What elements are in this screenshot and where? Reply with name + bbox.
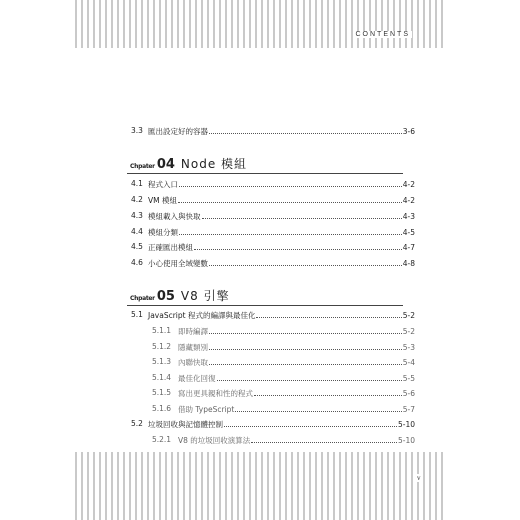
- toc-entry: [0, 418, 520, 430]
- toc-entry-number: 5.2: [131, 419, 143, 428]
- leader-dots: [209, 341, 402, 350]
- toc-entry-page: 5-2: [402, 327, 415, 336]
- toc-subentry: [0, 325, 520, 337]
- toc-entry-title: 匯出設定好的容器: [148, 127, 208, 136]
- leader-dots: [209, 356, 402, 365]
- toc-entry-page: 4-5: [402, 228, 415, 237]
- toc-entry-number: 3.3: [131, 126, 143, 135]
- toc-entry-number: 4.2: [131, 195, 143, 204]
- chapter-rule: [127, 173, 403, 174]
- toc-entry-page: 5-10: [397, 436, 415, 445]
- toc-entry: [0, 125, 520, 137]
- leader-dots: [209, 257, 402, 266]
- toc-entry-page: 4-3: [402, 212, 415, 221]
- toc-entry-page: 5-3: [402, 343, 415, 352]
- page-number: v: [417, 474, 421, 482]
- footer-stripe-band: [75, 452, 445, 520]
- toc-entry-page: 4-7: [402, 243, 415, 252]
- toc-entry: [0, 309, 520, 321]
- toc-subentry: [0, 356, 520, 368]
- toc-entry-title: 即時編譯: [178, 327, 208, 336]
- toc-entry-page: 5-10: [397, 420, 415, 429]
- toc-entry-title: 最佳化回復: [178, 374, 216, 383]
- toc-entry-number: 5.1.5: [152, 388, 172, 397]
- chapter-rule: [127, 305, 403, 306]
- toc-entry: [0, 241, 520, 253]
- toc-entry-number: 5.2.1: [152, 435, 172, 444]
- toc-entry-page: 5-7: [402, 405, 415, 414]
- leader-dots: [202, 210, 402, 219]
- toc-entry-number: 5.1.3: [152, 357, 172, 366]
- toc-entry-page: 5-5: [402, 374, 415, 383]
- toc-entry: [0, 178, 520, 190]
- leader-dots: [179, 226, 402, 235]
- toc-subentry: [0, 403, 520, 415]
- leader-dots: [178, 194, 402, 203]
- chapter-number: 05: [156, 289, 175, 304]
- toc-entry-page: 4-2: [402, 196, 415, 205]
- toc-entry-number: 5.1.1: [152, 326, 172, 335]
- toc-entry-title: 寫出更具親和性的程式: [178, 389, 253, 398]
- toc-subentry: [0, 341, 520, 353]
- toc-entry-number: 4.4: [131, 227, 143, 236]
- toc-entry-title: 正確匯出模組: [148, 243, 193, 252]
- toc-entry: [0, 257, 520, 269]
- chapter-heading: [130, 285, 230, 305]
- chapter-label: Chpater: [130, 163, 155, 170]
- leader-dots: [194, 241, 402, 250]
- chapter-title: Node 模組: [180, 157, 248, 171]
- toc-entry-title: 小心使用全域變數: [148, 259, 208, 268]
- leader-dots: [254, 387, 402, 396]
- leader-dots: [251, 434, 397, 443]
- toc-entry-title: V8 的垃圾回收演算法: [178, 436, 251, 445]
- toc-entry-title: 隱藏類別: [178, 343, 208, 352]
- toc-entry-page: 5-2: [402, 311, 415, 320]
- toc-subentry: [0, 434, 520, 446]
- toc-subentry: [0, 387, 520, 399]
- leader-dots: [235, 403, 401, 412]
- toc-subentry: [0, 372, 520, 384]
- toc-entry-number: 4.3: [131, 211, 143, 220]
- chapter-title: V8 引擎: [180, 289, 230, 303]
- toc-entry-page: 3-6: [402, 127, 415, 136]
- toc-entry-title: 程式入口: [148, 180, 178, 189]
- chapter-number: 04: [156, 157, 175, 172]
- toc-entry-title: 內聯快取: [178, 358, 208, 367]
- toc-entry-page: 4-2: [402, 180, 415, 189]
- toc-entry-title: VM 模組: [148, 196, 177, 205]
- toc-entry-number: 4.6: [131, 258, 143, 267]
- toc-entry: [0, 194, 520, 206]
- toc-entry: [0, 210, 520, 222]
- leader-dots: [179, 178, 402, 187]
- toc-entry-page: 4-8: [402, 259, 415, 268]
- chapter-label: Chpater: [130, 295, 155, 302]
- toc-entry-title: 借助 TypeScript: [178, 405, 235, 414]
- toc-entry-page: 5-4: [402, 358, 415, 367]
- toc-entry-number: 4.5: [131, 242, 143, 251]
- toc-entry-page: 5-6: [402, 389, 415, 398]
- toc-entry-number: 4.1: [131, 179, 143, 188]
- leader-dots: [256, 309, 401, 318]
- toc-entry-number: 5.1.6: [152, 404, 172, 413]
- leader-dots: [224, 418, 397, 427]
- toc-entry-number: 5.1: [131, 310, 143, 319]
- leader-dots: [217, 372, 402, 381]
- leader-dots: [209, 325, 402, 334]
- toc-entry-title: 模組載入與快取: [148, 212, 201, 221]
- header-stripe-band: [75, 0, 445, 48]
- toc-entry-number: 5.1.4: [152, 373, 172, 382]
- leader-dots: [209, 125, 402, 134]
- chapter-heading: [130, 153, 247, 173]
- toc-entry-title: JavaScript 程式的編譯與最佳化: [148, 311, 256, 320]
- toc-entry-title: 模組分類: [148, 228, 178, 237]
- contents-label: CONTENTS: [355, 31, 410, 38]
- toc-entry-title: 垃圾回收與記憶體控制: [148, 420, 223, 429]
- toc-entry-number: 5.1.2: [152, 342, 172, 351]
- toc-entry: [0, 226, 520, 238]
